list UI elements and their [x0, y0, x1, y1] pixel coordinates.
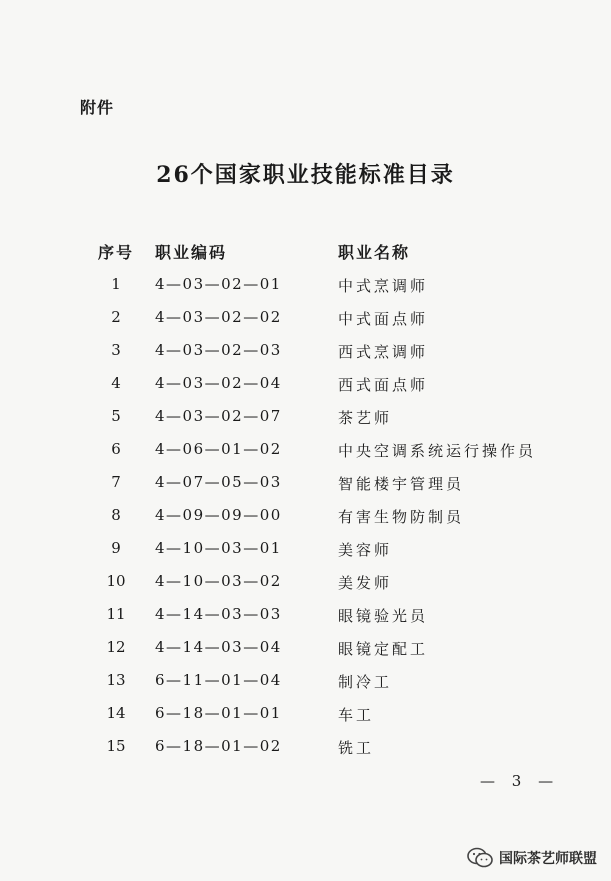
page-number: — 3 —	[480, 772, 560, 790]
watermark-text: 国际茶艺师联盟	[499, 851, 597, 867]
occupation-code: 4—14—03—03	[155, 605, 282, 623]
occupation-code: 4—03—02—04	[155, 374, 282, 392]
attachment-label: 附件	[80, 98, 115, 117]
occupation-name: 有害生物防制员	[338, 508, 465, 526]
occupation-name: 美发师	[338, 574, 393, 592]
occupation-name: 中央空调系统运行操作员	[338, 442, 537, 460]
row-number: 12	[106, 638, 126, 656]
occupation-name: 制冷工	[338, 673, 393, 691]
row-number: 8	[111, 506, 121, 524]
row-number: 4	[111, 374, 121, 392]
table-row	[0, 570, 611, 603]
occupation-name: 车工	[338, 706, 375, 724]
occupation-name: 中式面点师	[338, 310, 429, 328]
row-number: 11	[106, 605, 126, 623]
occupation-name: 茶艺师	[338, 409, 393, 427]
table-row	[0, 735, 611, 768]
table-row	[0, 372, 611, 405]
row-number: 14	[106, 704, 126, 722]
occupation-name: 铣工	[338, 739, 375, 757]
occupation-code: 4—03—02—03	[155, 341, 282, 359]
row-number: 10	[106, 572, 126, 590]
table-row	[0, 537, 611, 570]
occupation-code: 4—07—05—03	[155, 473, 282, 491]
occupation-name: 智能楼宇管理员	[338, 475, 465, 493]
row-number: 7	[111, 473, 121, 491]
occupation-code: 4—10—03—02	[155, 572, 282, 590]
table-row	[0, 306, 611, 339]
row-number: 3	[111, 341, 121, 359]
table-row	[0, 669, 611, 702]
occupation-code: 6—18—01—02	[155, 737, 282, 755]
table-row	[0, 702, 611, 735]
row-number: 1	[111, 275, 121, 293]
row-number: 9	[111, 539, 121, 557]
occupation-name: 西式面点师	[338, 376, 429, 394]
occupation-code: 4—09—09—00	[155, 506, 282, 524]
table-row	[0, 504, 611, 537]
table-row	[0, 636, 611, 669]
table-row	[0, 438, 611, 471]
table-row	[0, 273, 611, 306]
occupation-code: 4—06—01—02	[155, 440, 282, 458]
occupation-name: 眼镜定配工	[338, 640, 429, 658]
occupation-name: 美容师	[338, 541, 393, 559]
occupation-code: 6—11—01—04	[155, 671, 282, 689]
occupation-code: 6—18—01—01	[155, 704, 282, 722]
occupation-name: 西式烹调师	[338, 343, 429, 361]
row-number: 15	[106, 737, 126, 755]
occupation-name: 眼镜验光员	[338, 607, 429, 625]
row-number: 5	[111, 407, 121, 425]
occupation-code: 4—14—03—04	[155, 638, 282, 656]
occupation-code: 4—03—02—02	[155, 308, 282, 326]
table-row	[0, 339, 611, 372]
wechat-icon	[467, 847, 493, 869]
occupation-table	[0, 273, 611, 768]
column-header-name: 职业名称	[338, 243, 411, 262]
row-number: 13	[106, 671, 126, 689]
table-row	[0, 603, 611, 636]
table-row	[0, 405, 611, 438]
column-header-code: 职业编码	[155, 243, 228, 262]
row-number: 6	[111, 440, 121, 458]
occupation-code: 4—03—02—07	[155, 407, 282, 425]
column-header-no: 序号	[98, 243, 135, 262]
occupation-name: 中式烹调师	[338, 277, 429, 295]
occupation-code: 4—10—03—01	[155, 539, 282, 557]
row-number: 2	[111, 308, 121, 326]
watermark	[467, 847, 597, 869]
table-row	[0, 471, 611, 504]
page-title: 26个国家职业技能标准目录	[156, 162, 455, 188]
occupation-code: 4—03—02—01	[155, 275, 282, 293]
